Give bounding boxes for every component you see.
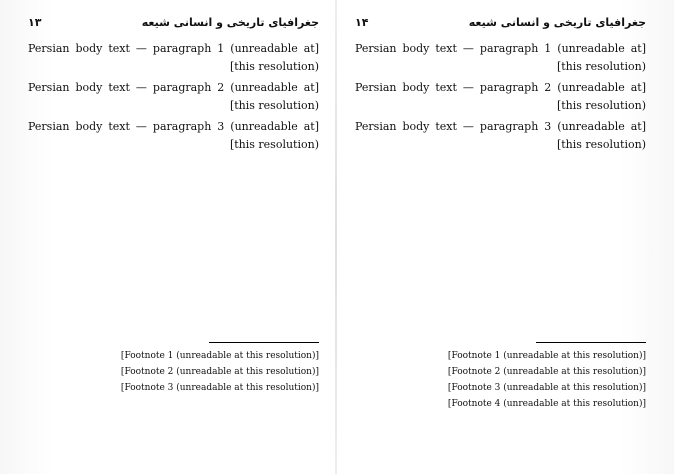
- right-page-header-title: جغرافیای تاریخی و انسانی شیعه: [468, 16, 646, 29]
- right-footnote-3: [Footnote 3 (unreadable at this resolution)]: [447, 383, 646, 393]
- right-footnote-rule: [536, 342, 646, 343]
- left-footnotes: [28, 349, 319, 395]
- right-page: [337, 0, 664, 474]
- left-page-header-title: جغرافیای تاریخی و انسانی شیعه: [141, 16, 319, 29]
- right-footnote-4: [Footnote 4 (unreadable at this resolution)]: [447, 399, 646, 409]
- left-page: [10, 0, 337, 474]
- right-page-body: [355, 40, 646, 332]
- right-page-number: ۱۴: [355, 16, 369, 29]
- left-page-header: [28, 16, 319, 30]
- left-footnote-1: [Footnote 1 (unreadable at this resolution)]: [120, 351, 319, 361]
- left-footnote-2: [Footnote 2 (unreadable at this resolution)]: [120, 367, 319, 377]
- left-page-body: [28, 40, 319, 332]
- right-page-header: [355, 16, 646, 30]
- left-footnote-3: [Footnote 3 (unreadable at this resolution)]: [120, 383, 319, 393]
- right-paragraph-1: [Persian body text — paragraph 1 (unreadable at this resolution)]: [355, 42, 646, 73]
- right-paragraph-3: [Persian body text — paragraph 3 (unreadable at this resolution)]: [355, 120, 646, 151]
- left-paragraph-2: [Persian body text — paragraph 2 (unreadable at this resolution)]: [28, 81, 319, 112]
- right-footnotes: [355, 349, 646, 411]
- left-paragraph-3: [Persian body text — paragraph 3 (unreadable at this resolution)]: [28, 120, 319, 151]
- left-page-number: ۱۳: [28, 16, 42, 29]
- right-footnote-1: [Footnote 1 (unreadable at this resolution)]: [447, 351, 646, 361]
- right-paragraph-2: [Persian body text — paragraph 2 (unreadable at this resolution)]: [355, 81, 646, 112]
- left-paragraph-1: [Persian body text — paragraph 1 (unreadable at this resolution)]: [28, 42, 319, 73]
- right-footnote-2: [Footnote 2 (unreadable at this resolution)]: [447, 367, 646, 377]
- left-footnote-rule: [209, 342, 319, 343]
